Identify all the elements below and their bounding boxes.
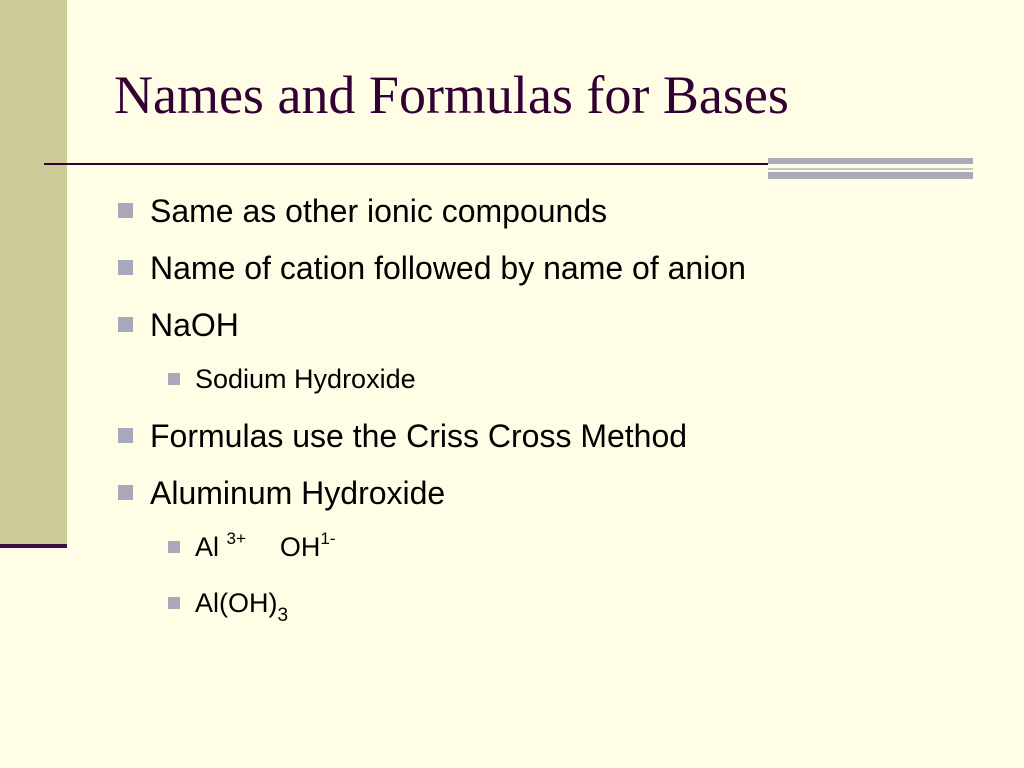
bullet-text: Aluminum Hydroxide (150, 475, 446, 511)
bullet-item (118, 418, 687, 454)
square-bullet-icon (168, 541, 180, 553)
bullet-text: Formulas use the Criss Cross Method (150, 418, 688, 454)
sub-bullet-item (168, 531, 336, 567)
bullet-item (118, 193, 607, 229)
bullet-text: Sodium Hydroxide (195, 364, 416, 394)
bullet-item (118, 250, 746, 286)
cation-symbol: Al (195, 532, 220, 562)
bullet-item (118, 475, 445, 511)
formula-subscript: 3 (277, 605, 289, 626)
cation-charge: 3+ (226, 529, 246, 548)
bullet-text: Name of cation followed by name of anion (150, 250, 746, 286)
square-bullet-icon (118, 317, 133, 332)
square-bullet-icon (118, 203, 133, 218)
square-bullet-icon (118, 260, 133, 275)
anion-charge: 1- (320, 529, 336, 548)
slide-title: Names and Formulas for Bases (114, 65, 789, 125)
anion-symbol: OH (279, 532, 321, 562)
square-bullet-icon (118, 485, 133, 500)
sub-bullet-item (168, 587, 289, 626)
square-bullet-icon (118, 428, 133, 443)
formula-text: Al(OH) (195, 588, 278, 618)
bullet-item (118, 307, 239, 343)
sub-bullet-item (168, 363, 416, 395)
square-bullet-icon (168, 373, 180, 385)
square-bullet-icon (168, 597, 180, 609)
bullet-text: Same as other ionic compounds (150, 193, 608, 229)
bullet-text: NaOH (150, 307, 239, 343)
